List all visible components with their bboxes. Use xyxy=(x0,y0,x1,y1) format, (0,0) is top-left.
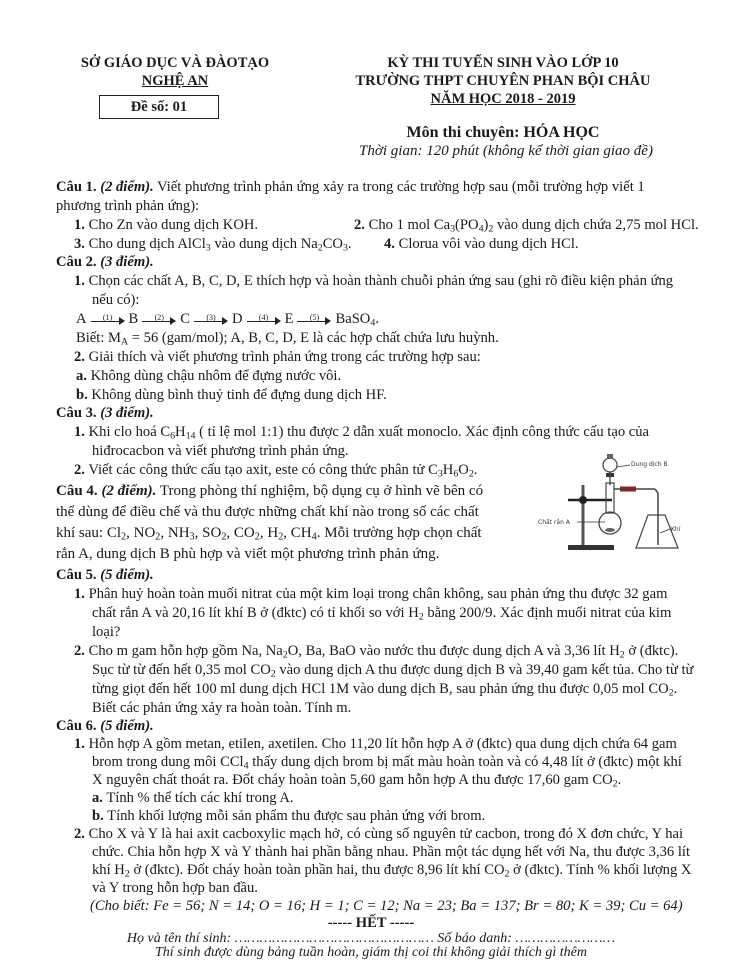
q1-label: Câu 1. xyxy=(56,179,97,195)
q5-part2-line3: từng giọt đến hết 100 ml dung dịch HCl 1M vào dung dịch B, sau phản ứng thu được 0,05 mol $CO_2$. xyxy=(92,681,678,699)
label-solution-b: Dung dịch B xyxy=(631,461,668,468)
school-year xyxy=(346,91,660,108)
q3-heading xyxy=(56,404,154,423)
reaction-arrow-2: (2) xyxy=(142,315,176,325)
q3-part1-line1: 1. Khi clo hoá $C_6H_{14}$ ( tỉ lệ mol 1:1) thu được 2 dẫn xuất monoclo. Xác định công thức cấu tạo của xyxy=(74,424,650,442)
q6-part2-line1: 2. Cho X và Y là hai axit cacboxylic mạch hở, có cùng số nguyên tử cacbon, trong đó X đơn chức, Y hai xyxy=(74,826,684,842)
q2-part1-line1: 1. Chọn các chất A, B, C, D, E thích hợp và hoàn thành chuỗi phản ứng sau (ghi rõ điều kiện phản ứng xyxy=(74,273,674,289)
q2-label: Câu 2. xyxy=(56,254,97,270)
q6-part1-line2: brom trong dung môi CCl$_4$ thấy dung dịch brom bị mất màu hoàn toàn và có 4,48 lít ở (đktc) một khí xyxy=(92,754,682,772)
subject-title: Môn thi chuyên: HÓA HỌC xyxy=(406,124,600,141)
q5-label: Câu 5. xyxy=(56,567,97,583)
q1-item-2: 2. Cho 1 mol $Ca_3(PO_4)_2$ vào dung dịch chứa 2,75 mol HCl. xyxy=(354,217,699,235)
exam-duration: Thời gian: 120 phút (không kể thời gian giao đề) xyxy=(359,143,653,159)
chain-species-e: E xyxy=(284,311,294,327)
q4-line4: rắn A, dung dịch B phù hợp và viết một phương trình phản ứng. xyxy=(56,546,440,562)
q2-reaction-chain: A (1) B (2) C (3) D (4) E (5) BaSO$_4$. xyxy=(76,311,379,329)
q1-line2: phương trình phản ứng): xyxy=(56,198,200,214)
lab-apparatus-figure xyxy=(510,445,720,560)
q2-given: Biết: $M_A = 56$ (gam/mol); A, B, C, D, E là các hợp chất chứa lưu huỳnh. xyxy=(76,330,499,348)
q1-item-4: 4. Clorua vôi vào dung dịch HCl. xyxy=(384,236,579,252)
label-gas: Khí xyxy=(671,526,681,533)
q6-part1-b: b. Tính khối lượng mỗi sản phẩm thu được sau phản ứng với brom. xyxy=(92,808,486,824)
q4-line2: thể dùng để điều chế và thu được những chất khí nào trong số các chất xyxy=(56,504,479,520)
q4-line3: khí sau: $Cl_2$, $NO_2$, $NH_3$, $SO_2$, $CO_2$, $H_2$, $CH_4$. Mỗi trường hợp chọn chất xyxy=(56,525,482,543)
apparatus-drawing xyxy=(510,445,720,560)
q2-part2: 2. Giải thích và viết phương trình phản ứng trong các trường hợp sau: xyxy=(74,349,481,365)
flask-neck xyxy=(606,483,614,513)
school-year-text: NĂM HỌC 2018 - 2019 xyxy=(430,91,576,107)
q3-label: Câu 3. xyxy=(56,405,97,421)
solid-a xyxy=(605,528,615,532)
q4-points: (2 điểm). xyxy=(101,483,157,499)
exam-title: KỲ THI TUYỂN SINH VÀO LỚP 10 xyxy=(387,55,619,71)
q3-points: (3 điểm). xyxy=(100,405,154,421)
chain-species-c: C xyxy=(180,311,191,327)
chain-species-a: A xyxy=(76,311,87,327)
q2-part1-line2: nếu có): xyxy=(92,292,140,308)
q6-heading xyxy=(56,717,154,736)
reaction-arrow-5: (5) xyxy=(297,315,331,325)
q6-part2-line3: khí $H_2$ ở (đktc). Đốt cháy hoàn toàn phần hai, thu được 8,96 lít khí $CO_2$ ở (đktc). Tính % khối lượng X xyxy=(92,862,692,880)
q4-label: Câu 4. xyxy=(56,483,98,499)
q1-points: (2 điểm). xyxy=(100,179,154,195)
q5-part2-line4: Biết các phản ứng xảy ra hoàn toàn. Tính m. xyxy=(92,700,352,716)
stand-base xyxy=(568,545,614,550)
q2-part2-b: b. Không dùng bình thuỷ tinh để đựng dung dịch HF. xyxy=(76,387,387,403)
q4-line1: Câu 4. (2 điểm). Trong phòng thí nghiệm, bộ dụng cụ ở hình vẽ bên có xyxy=(56,483,484,499)
q3-part1-line2: hiđrocacbon và viết phương trình phản ứng. xyxy=(92,443,349,459)
q6-part2-line4: và Y trong hỗn hợp ban đầu. xyxy=(92,880,258,896)
candidate-info-line: Họ và tên thí sinh: ………………………………………… Số báo danh: …………………… xyxy=(126,931,616,946)
chain-species-d: D xyxy=(232,311,243,327)
q6-part1-line3: X nguyên chất thoát ra. Đốt cháy hoàn toàn 5,60 gam hỗn hợp A thu được 17,60 gam $CO_2$. xyxy=(92,772,622,790)
q1-item-3: 3. Cho dung dịch AlCl$_3$ vào dung dịch $Na_2CO_3$. xyxy=(74,236,352,254)
province-name xyxy=(56,73,294,90)
reaction-arrow-1: (1) xyxy=(91,315,125,325)
q6-label: Câu 6. xyxy=(56,718,97,734)
rubber-connector xyxy=(620,487,636,492)
agency-name: SỞ GIÁO DỤC VÀ ĐÀOTẠO xyxy=(80,55,270,71)
q5-points: (5 điểm). xyxy=(100,567,154,583)
q5-part2-line2: Sục từ từ đến hết 0,35 mol $CO_2$ vào dung dịch A thu được dung dịch B và 39,40 gam kết tủa. Cho từ từ xyxy=(92,662,694,680)
q5-part1-line3: loại? xyxy=(92,624,121,640)
dropping-funnel xyxy=(603,458,617,472)
funnel-stopper xyxy=(607,454,613,459)
q3-part2: 2. Viết các công thức cấu tạo axit, este có công thức phân tử $C_3H_6O_2$. xyxy=(74,462,478,480)
chain-species-b: B xyxy=(128,311,139,327)
q5-part1-line1: 1. Phân huỷ hoàn toàn muối nitrat của một kim loại trong chân không, sau phản ứng thu được 32 gam xyxy=(74,586,668,602)
q6-part1-a: a. Tính % thể tích các khí trong A. xyxy=(92,790,294,806)
province-text: NGHỆ AN xyxy=(141,73,209,89)
q1-item-1: 1. Cho Zn vào dung dịch KOH. xyxy=(74,217,259,233)
q5-part1-line2: chất rắn A và 20,16 lít khí B ở (đktc) có tỉ khối so với $H_2$ bằng 200/9. Xác định muối nitrat của kim xyxy=(92,605,672,623)
q1-text: Viết phương trình phản ứng xảy ra trong các trường hợp sau (mỗi trường hợp viết 1 xyxy=(157,179,645,195)
q5-title xyxy=(56,566,154,585)
clamp-knob xyxy=(579,496,587,504)
reaction-arrow-3: (3) xyxy=(194,315,228,325)
end-marker: ----- HẾT ----- xyxy=(327,915,415,931)
q2-points: (3 điểm). xyxy=(100,254,154,270)
label-solid-a: Chất rắn A xyxy=(538,519,570,526)
q6-part2-line2: chức. Chia hỗn hợp X và Y thành hai phần bằng nhau. Phần một tác dụng hết với Na, thu được 3,36 lít xyxy=(92,844,691,860)
chain-product: BaSO xyxy=(335,311,371,327)
atomic-masses: (Cho biết: Fe = 56; N = 14; O = 16; H = 1; C = 12; Na = 23; Ba = 137; Br = 80; K = 39; Cu = 64) xyxy=(90,898,683,914)
reaction-arrow-4: (4) xyxy=(247,315,281,325)
q5-part2-line1: 2. Cho m gam hỗn hợp gồm Na, $Na_2O$, Ba, BaO vào nước thu được dung dịch A và 3,36 lít $H_2$ ở (đktc). xyxy=(74,643,679,661)
q2-part2-a: a. Không dùng chậu nhôm để đựng nước vôi. xyxy=(76,368,342,384)
exam-code-box: Đề số: 01 xyxy=(99,95,219,119)
q1-line1 xyxy=(56,178,645,197)
q6-points: (5 điểm). xyxy=(100,718,154,734)
q2-heading xyxy=(56,253,154,272)
exam-note: Thí sinh được dùng bảng tuần hoàn, giám thị coi thi không giải thích gì thêm xyxy=(155,945,587,960)
school-name: TRƯỜNG THPT CHUYÊN PHAN BỘI CHÂU xyxy=(355,73,651,89)
q6-part1-line1: 1. Hỗn hợp A gồm metan, etilen, axetilen. Cho 11,20 lít hỗn hợp A ở (đktc) qua dung dịch chứa 64 gam xyxy=(74,736,677,752)
